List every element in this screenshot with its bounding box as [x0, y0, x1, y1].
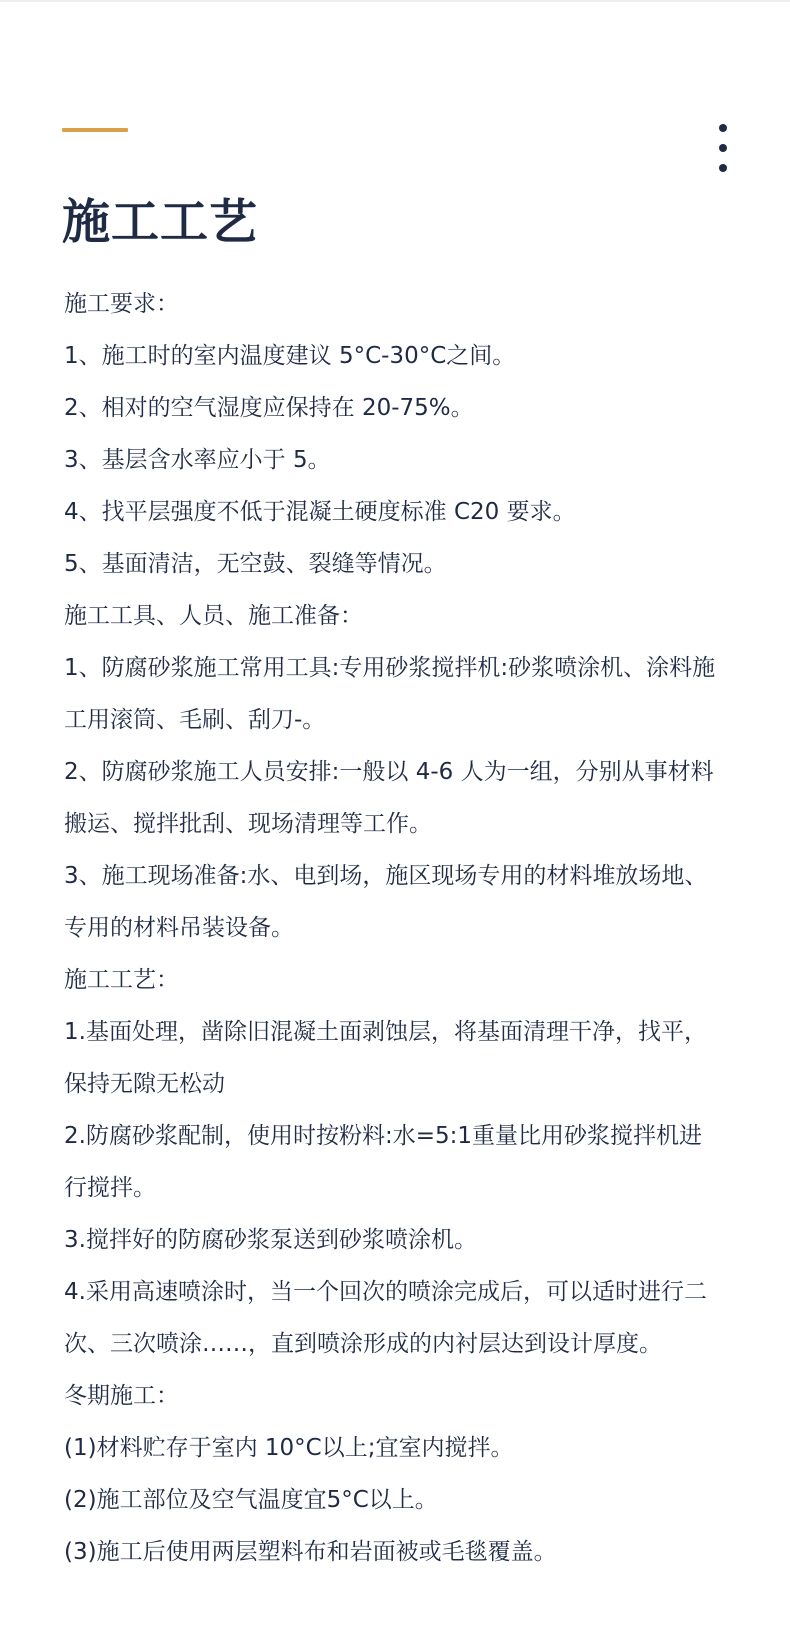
paragraph: (3)施工后使用两层塑料布和岩面被或毛毯覆盖。 — [64, 1539, 557, 1565]
paragraph: 5、基面清洁，无空鼓、裂缝等情况。 — [64, 551, 447, 577]
section-heading: 施工工具、人员、施工准备： — [64, 603, 363, 629]
paragraph: (1)材料贮存于室内 10°C以上;宜室内搅拌。 — [64, 1435, 514, 1461]
paragraph: 3、施工现场准备:水、电到场，施区现场专用的材料堆放场地、专用的材料吊装设备。 — [64, 863, 708, 941]
menu-dot — [719, 124, 727, 132]
paragraph: 4.采用高速喷涂时，当一个回次的喷涂完成后，可以适时进行二次、三次喷涂……，直到喷涂形成的内衬层达到设计厚度。 — [64, 1279, 707, 1357]
top-divider — [0, 0, 790, 2]
menu-dot — [719, 164, 727, 172]
section-heading: 施工要求： — [64, 291, 179, 317]
section-heading: 冬期施工： — [64, 1383, 179, 1409]
paragraph: 2.防腐砂浆配制，使用时按粉料:水=5:1重量比用砂浆搅拌机进行搅拌。 — [64, 1123, 702, 1201]
article-body — [64, 278, 724, 1578]
paragraph: (2)施工部位及空气温度宜5°C以上。 — [64, 1487, 438, 1513]
title-accent-bar — [62, 128, 128, 132]
paragraph: 1.基面处理，凿除旧混凝土面剥蚀层，将基面清理干净，找平，保持无隙无松动 — [64, 1019, 707, 1097]
page-title: 施工工艺 — [62, 194, 259, 250]
paragraph: 2、相对的空气湿度应保持在 20-75%。 — [64, 395, 474, 421]
more-vertical-icon[interactable] — [711, 124, 735, 172]
paragraph: 3、基层含水率应小于 5。 — [64, 447, 331, 473]
paragraph: 1、防腐砂浆施工常用工具:专用砂浆搅拌机:砂浆喷涂机、涂料施工用滚筒、毛刷、刮刀-。 — [64, 655, 716, 733]
paragraph: 3.搅拌好的防腐砂浆泵送到砂浆喷涂机。 — [64, 1227, 477, 1253]
paragraph: 2、防腐砂浆施工人员安排:一般以 4-6 人为一组，分别从事材料搬运、搅拌批刮、现场清理等工作。 — [64, 759, 714, 837]
paragraph: 1、施工时的室内温度建议 5°C-30°C之间。 — [64, 343, 516, 369]
paragraph: 4、找平层强度不低于混凝土硬度标准 C20 要求。 — [64, 499, 576, 525]
section-heading: 施工工艺： — [64, 967, 179, 993]
menu-dot — [719, 144, 727, 152]
